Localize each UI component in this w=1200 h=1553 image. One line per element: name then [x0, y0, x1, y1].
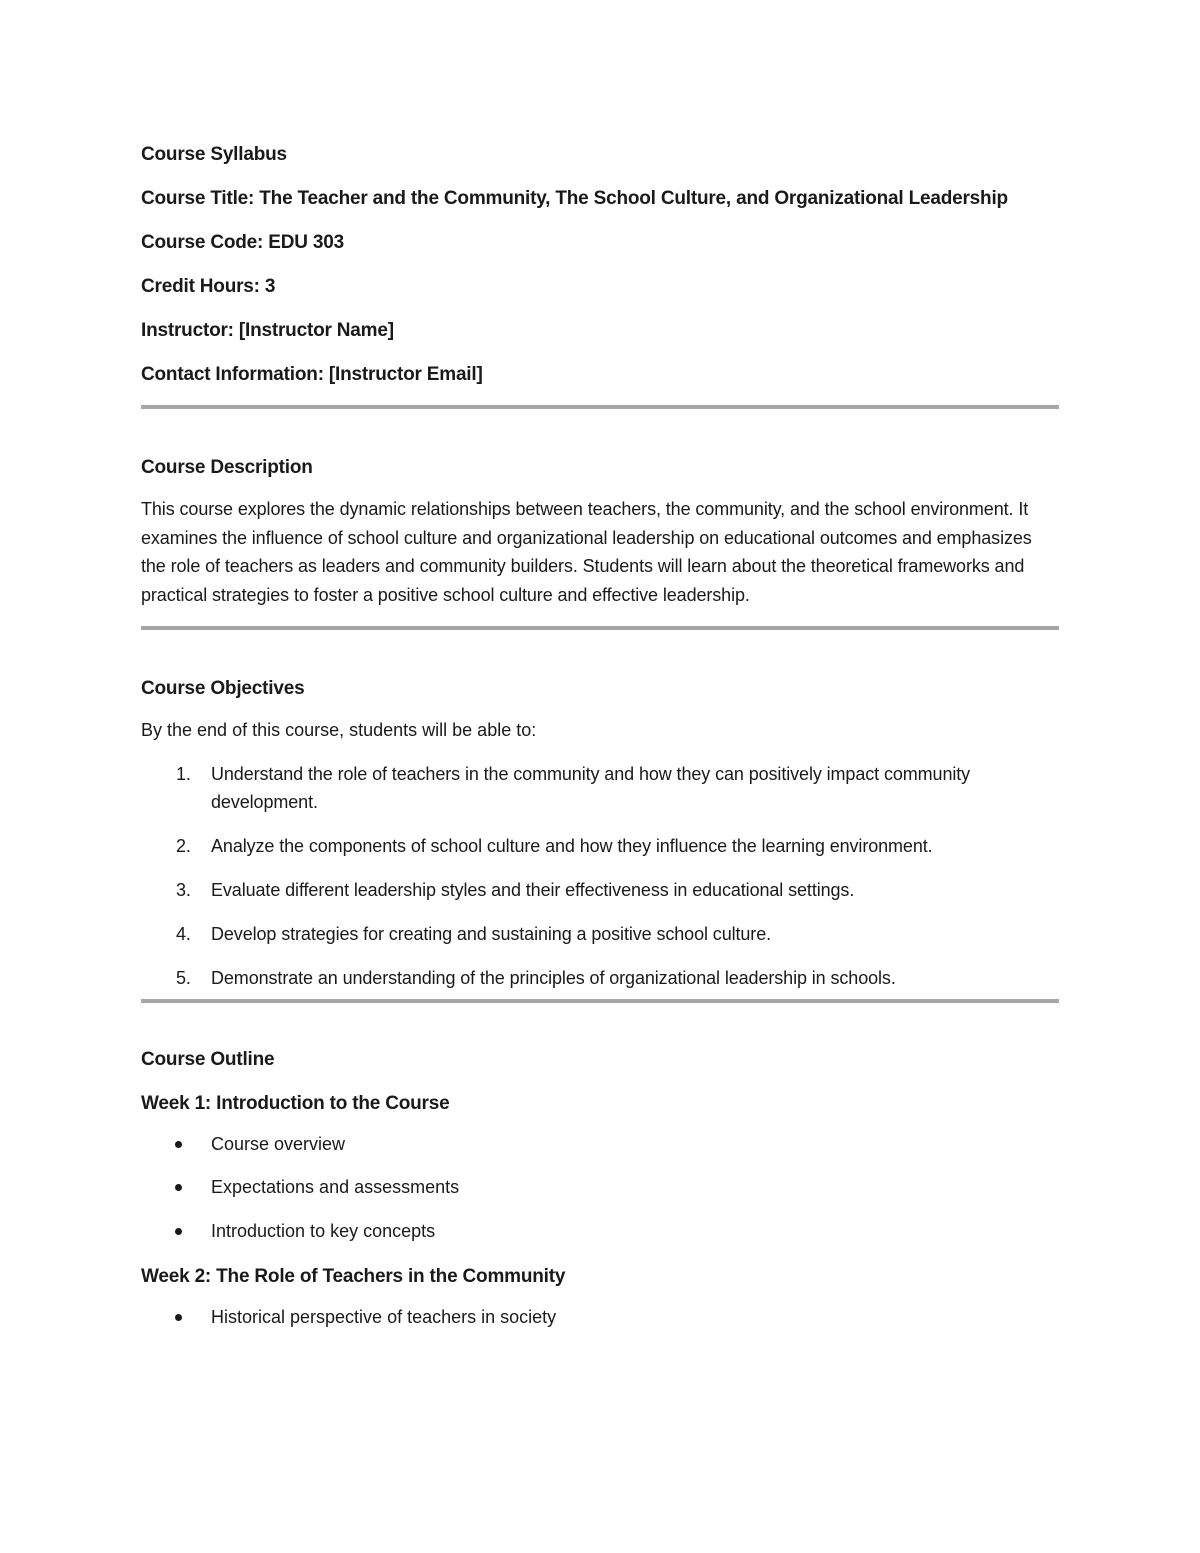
list-number: 3. [176, 880, 191, 900]
week-2-list [141, 1303, 1059, 1332]
list-item [141, 920, 1059, 949]
week-1-heading: Week 1: Introduction to the Course [141, 1092, 450, 1114]
list-item-text: Evaluate different leadership styles and their effectiveness in educational settings. [211, 880, 855, 900]
course-code: Course Code: EDU 303 [141, 232, 344, 253]
course-title: Course Title: The Teacher and the Community, The School Culture, and Organizational Leadership [141, 188, 1008, 209]
list-item [141, 1303, 1059, 1332]
list-item [141, 876, 1059, 905]
list-item-text: Historical perspective of teachers in society [211, 1307, 557, 1327]
list-item-text: Expectations and assessments [211, 1177, 460, 1197]
list-item-text: Demonstrate an understanding of the principles of organizational leadership in schools. [211, 968, 896, 988]
list-item-text: Analyze the components of school culture and how they influence the learning environment. [211, 836, 933, 856]
instructor: Instructor: [Instructor Name] [141, 320, 394, 341]
bullet-icon [175, 1228, 182, 1235]
contact-information: Contact Information: [Instructor Email] [141, 364, 483, 385]
list-item [141, 964, 1059, 993]
week-1-list [141, 1130, 1059, 1246]
bullet-icon [175, 1184, 182, 1191]
list-item-text: Introduction to key concepts [211, 1220, 436, 1241]
list-number: 4. [176, 924, 191, 944]
list-item [141, 832, 1059, 861]
list-number: 5. [176, 968, 191, 988]
syllabus-page [141, 138, 1059, 1347]
bullet-icon [175, 1141, 182, 1148]
course-description-text: This course explores the dynamic relationships between teachers, the community, and the school environment. It examines the influence of school culture and organizational leadership on educational outcomes and emphasizes the role of teachers as leaders and community builders. Students will learn about the theoretical frameworks and practical strategies to foster a positive school culture and effective leadership. [141, 499, 1032, 605]
document-title: Course Syllabus [141, 144, 287, 165]
course-objectives-heading: Course Objectives [141, 678, 305, 699]
objectives-intro: By the end of this course, students will be able to: [141, 720, 537, 740]
list-number: 1. [176, 763, 191, 784]
list-item-text: Course overview [211, 1133, 346, 1154]
list-item [141, 1217, 1059, 1246]
bullet-icon [175, 1314, 182, 1321]
credit-hours: Credit Hours: 3 [141, 276, 276, 297]
list-item [141, 1130, 1059, 1159]
list-item-text: Understand the role of teachers in the community and how they can positively impact community development. [211, 763, 971, 812]
list-item-text: Develop strategies for creating and sustaining a positive school culture. [211, 924, 772, 944]
course-description-heading: Course Description [141, 457, 313, 478]
objectives-list [141, 760, 1059, 993]
list-item [141, 1173, 1059, 1202]
course-outline-heading: Course Outline [141, 1048, 275, 1070]
week-2-heading: Week 2: The Role of Teachers in the Community [141, 1266, 566, 1287]
list-item [141, 760, 1059, 817]
list-number: 2. [176, 836, 191, 856]
